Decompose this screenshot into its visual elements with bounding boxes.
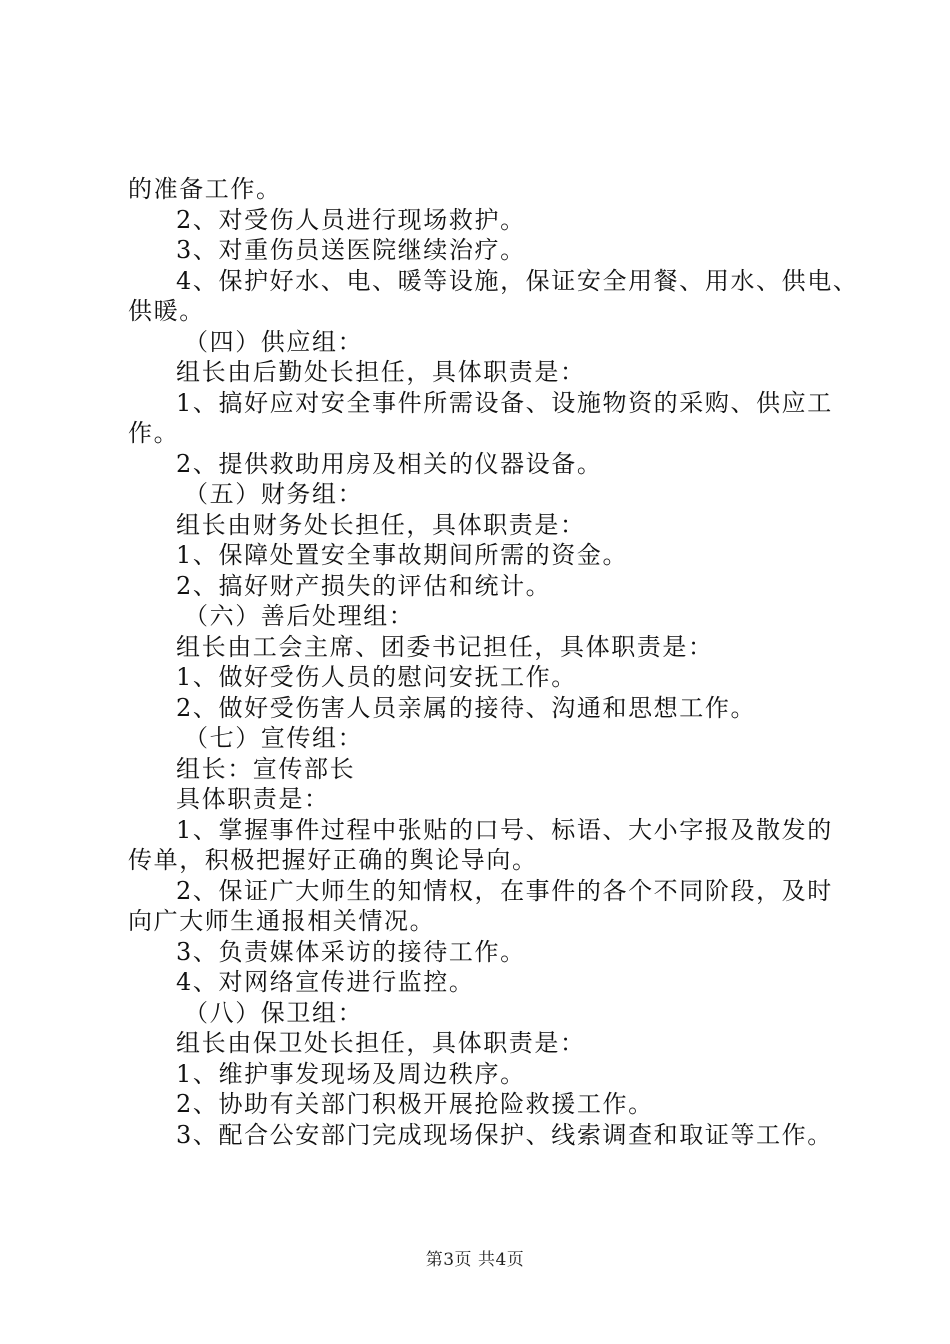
text-line: 向广大师生通报相关情况。 xyxy=(128,907,436,935)
text-line: 3、对重伤员送医院继续治疗。 xyxy=(176,236,526,264)
text-line: 2、协助有关部门积极开展抢险救援工作。 xyxy=(176,1090,654,1118)
text-line: 4、保护好水、电、暖等设施，保证安全用餐、用水、供电、 xyxy=(176,266,859,295)
text-line: 1、保障处置安全事故期间所需的资金。 xyxy=(176,541,629,569)
text-line: 组长：宣传部长 xyxy=(176,754,356,783)
text-line: 组长由工会主席、团委书记担任，具体职责是： xyxy=(176,632,714,661)
text-line: 具体职责是： xyxy=(176,785,330,813)
text-line: 2、保证广大师生的知情权，在事件的各个不同阶段，及时 xyxy=(176,876,833,905)
section-heading: （八）保卫组： xyxy=(184,998,364,1027)
section-heading: （七）宣传组： xyxy=(184,724,364,752)
text-line: 2、做好受伤害人员亲属的接待、沟通和思想工作。 xyxy=(176,693,757,722)
document-body xyxy=(128,174,859,1150)
text-line: 传单，积极把握好正确的舆论导向。 xyxy=(128,846,538,874)
section-heading: （四）供应组： xyxy=(184,327,364,356)
text-line: 组长由财务处长担任，具体职责是： xyxy=(176,510,586,539)
text-line: 3、配合公安部门完成现场保护、线索调查和取证等工作。 xyxy=(176,1120,833,1149)
text-line: 的准备工作。 xyxy=(128,175,282,203)
text-line: 作。 xyxy=(128,419,180,447)
text-line: 2、搞好财产损失的评估和统计。 xyxy=(176,571,552,600)
text-line: 1、做好受伤人员的慰问安抚工作。 xyxy=(176,663,577,691)
text-line: 3、负责媒体采访的接待工作。 xyxy=(176,937,526,966)
page-footer: 第3页 共4页 xyxy=(425,1250,525,1270)
text-line: 1、搞好应对安全事件所需设备、设施物资的采购、供应工 xyxy=(176,388,833,417)
text-line: 组长由保卫处长担任，具体职责是： xyxy=(176,1029,586,1057)
text-line: 组长由后勤处长担任，具体职责是： xyxy=(176,358,586,386)
section-heading: （六）善后处理组： xyxy=(184,602,415,630)
text-line: 2、对受伤人员进行现场救护。 xyxy=(176,205,526,234)
text-line: 1、掌握事件过程中张贴的口号、标语、大小字报及散发的 xyxy=(176,815,833,844)
text-line: 4、对网络宣传进行监控。 xyxy=(176,968,475,996)
text-line: 供暖。 xyxy=(128,297,205,325)
text-line: 1、维护事发现场及周边秩序。 xyxy=(176,1059,526,1088)
section-heading: （五）财务组： xyxy=(184,480,364,508)
text-line: 2、提供救助用房及相关的仪器设备。 xyxy=(176,449,603,478)
